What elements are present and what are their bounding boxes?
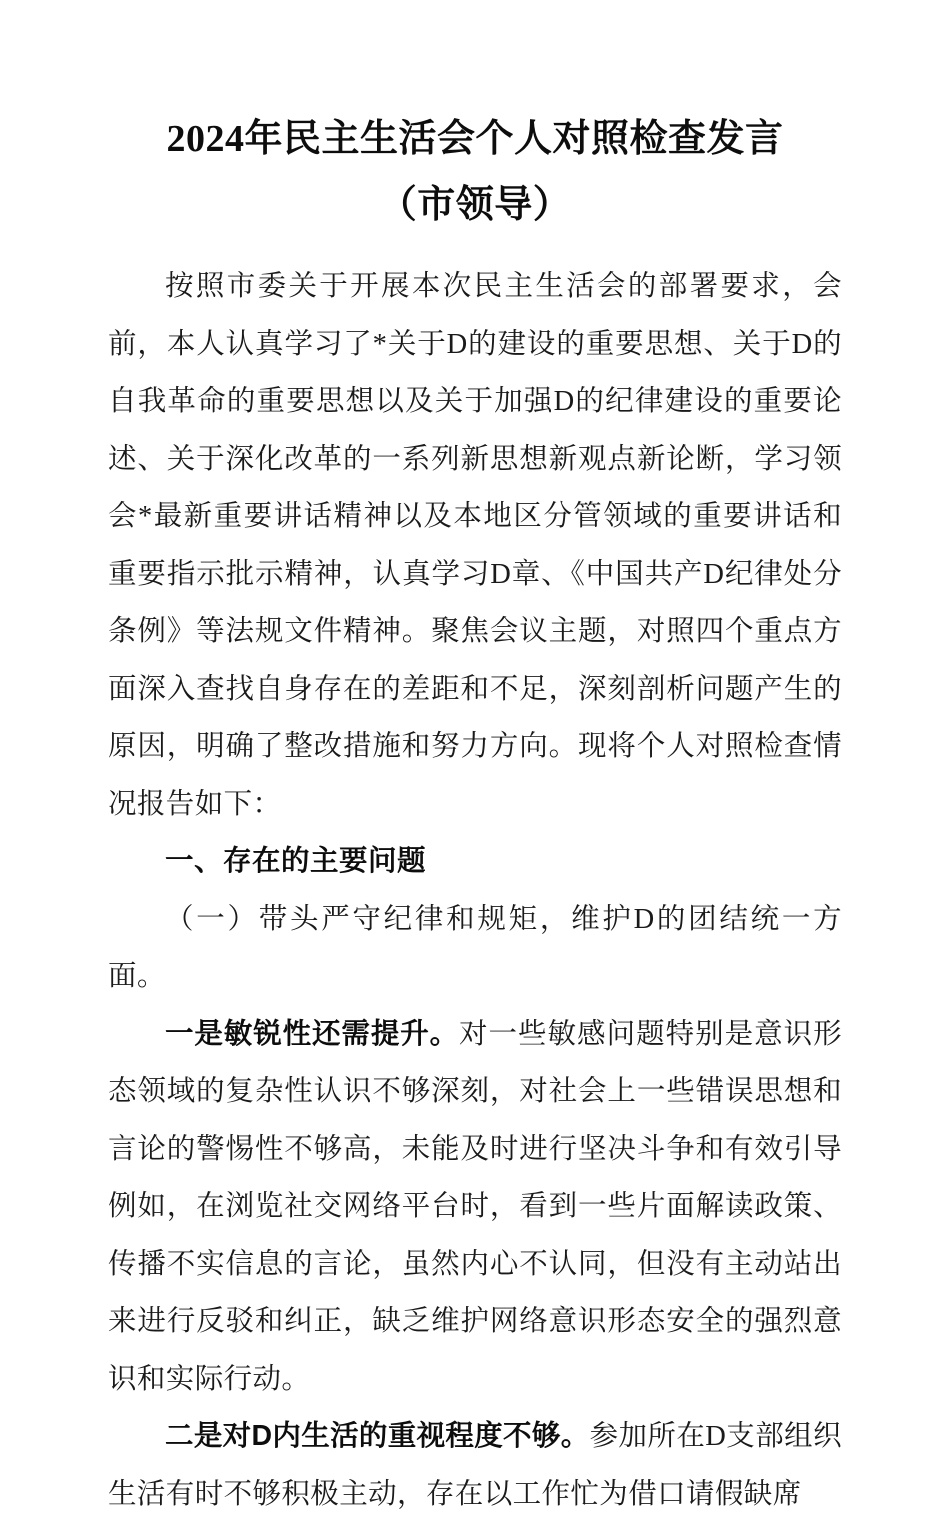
- subsection-heading-discipline: （一）带头严守纪律和规矩，维护D的团结统一方面。: [108, 903, 842, 992]
- document-content: [108, 0, 842, 1523]
- item-one-body-text: 对一些敏感问题特别是意识形态领域的复杂性认识不够深刻，对社会上一些错误思想和言论的警惕性不够高，未能及时进行坚决斗争和有效引导例如，在浏览社交网络平台时，看到一些片面解读政策、传播不实信息的言论，虽然内心不认同，但没有主动站出来进行反驳和纠正，缺乏维护网络意识形态安全的强烈意识和实际行动。: [108, 1018, 842, 1395]
- paragraph-intro: 按照市委关于开展本次民主生活会的部署要求，会前，本人认真学习了*关于D的建设的重要思想、关于D的自我革命的重要思想以及关于加强D的纪律建设的重要论述、关于深化改革的一系列新思想新观点新论断，学习领会*最新重要讲话精神以及本地区分管领域的重要讲话和重要指示批示精神，认真学习D章、《中国共产D纪律处分条例》等法规文件精神。聚焦会议主题，对照四个重点方面深入查找自身存在的差距和不足，深刻剖析问题产生的原因，明确了整改措施和努力方向。现将个人对照检查情况报告如下：: [108, 271, 842, 820]
- title-subtitle-line: （市领导）: [378, 184, 572, 226]
- title-main-line: 2024年民主生活会个人对照检查发言: [166, 118, 784, 160]
- section-heading-main-problems: 一、存在的主要问题: [165, 845, 427, 877]
- document-body: [108, 258, 842, 1523]
- item-two-lead-in: 二是对D内生活的重视程度不够。: [165, 1420, 590, 1452]
- item-two-body-text: 参加所在D支部组织生活有时不够积极主动，存在以工作忙为借口请假缺席: [108, 1421, 842, 1510]
- paragraph-item-one: [108, 1006, 842, 1409]
- page-title: [108, 0, 842, 234]
- item-one-lead-in: 一是敏锐性还需提升。: [165, 1017, 460, 1050]
- paragraph-item-two: [108, 1408, 842, 1523]
